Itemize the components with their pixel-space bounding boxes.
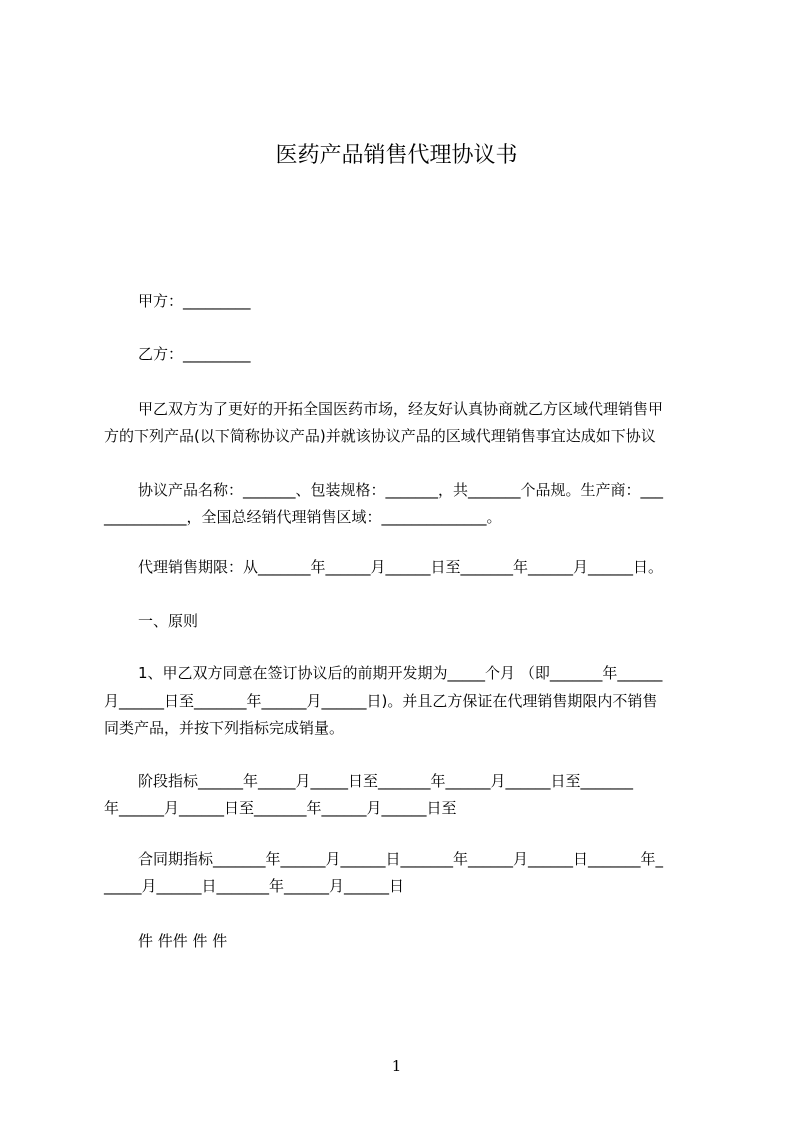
page-number: 1	[391, 1057, 402, 1075]
stage-target-line-2: 年______月______日至_______年______月______日至	[104, 799, 457, 817]
product-line-1: 协议产品名称：_______、包装规格：_______，共_______个品规。生产商：___	[138, 481, 664, 499]
clause-1-line-3: 同类产品，并按下列指标完成销量。	[104, 719, 345, 737]
stage-target-line-1: 阶段指标______年_____月_____日至_______年______月______日至_______	[138, 772, 634, 790]
clause-1-line-2: 月______日至_______年______月______日)。并且乙方保证在代理销售期限内不销售	[104, 692, 658, 710]
clause-1-line-1: 1、甲乙双方同意在签订协议后的前期开发期为_____个月 （即_______年______	[138, 664, 663, 682]
party-a-line: 甲方：_________	[138, 292, 251, 310]
term-line: 代理销售期限：从_______年______月______日至_______年______月______日。	[138, 558, 664, 576]
intro-line-2: 方的下列产品(以下简称协议产品)并就该协议产品的区域代理销售事宜达成如下协议	[104, 427, 656, 445]
product-line-2: ___________，全国总经销代理销售区域：______________。	[104, 508, 502, 526]
party-b-line: 乙方：_________	[138, 345, 251, 363]
contract-target-line-1: 合同期指标_______年______月______日_______年______月______日_______年_	[138, 850, 664, 868]
document-title: 医药产品销售代理协议书	[275, 143, 518, 168]
contract-target-line-2: _____月______日_______年______月______日	[104, 877, 405, 895]
units-line: 件 件件 件 件	[138, 932, 228, 950]
intro-line-1: 甲乙双方为了更好的开拓全国医药市场，经友好认真协商就乙方区域代理销售甲	[138, 400, 664, 418]
section-1-heading: 一、原则	[138, 612, 199, 630]
